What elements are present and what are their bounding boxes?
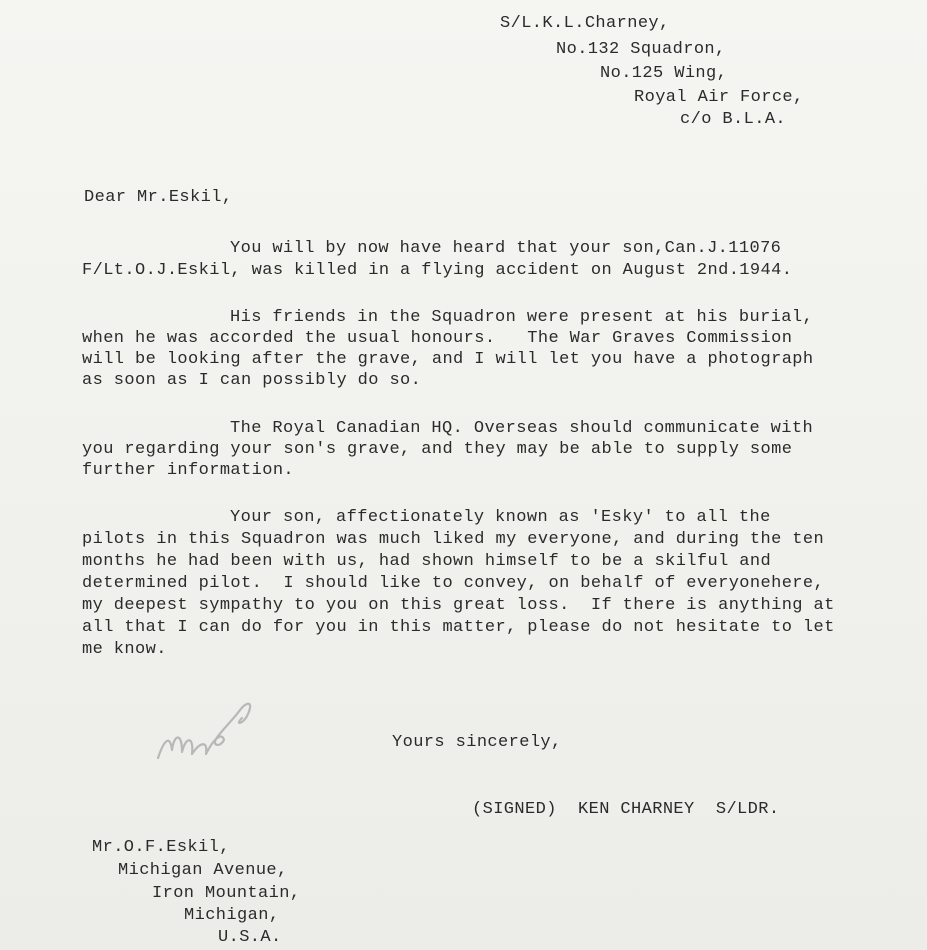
- recipient-address-line-3: Iron Mountain,: [152, 884, 301, 903]
- paragraph-4-line-1: Your son, affectionately known as 'Esky' to all the: [230, 508, 771, 527]
- sender-address-line-5: c/o B.L.A.: [680, 110, 787, 129]
- sender-address-line-3: No.125 Wing,: [600, 64, 728, 83]
- paragraph-3-line-3: further information.: [82, 461, 295, 480]
- paragraph-2-line-1: His friends in the Squadron were present at his burial,: [230, 308, 814, 327]
- sender-address-line-4: Royal Air Force,: [634, 88, 804, 107]
- sender-address-line-2: No.132 Squadron,: [556, 40, 726, 59]
- paragraph-4-line-2: pilots in this Squadron was much liked my everyone, and during the ten: [82, 530, 825, 549]
- recipient-address-line-2: Michigan Avenue,: [118, 861, 288, 880]
- paragraph-1-line-2: F/Lt.O.J.Eskil, was killed in a flying accident on August 2nd.1944.: [82, 261, 793, 280]
- handwritten-initials-icon: [150, 690, 260, 770]
- recipient-address-line-5: U.S.A.: [218, 928, 282, 947]
- salutation: Dear Mr.Eskil,: [84, 188, 233, 207]
- paragraph-2-line-3: will be looking after the grave, and I will let you have a photograph: [82, 350, 814, 369]
- paragraph-2-line-2: when he was accorded the usual honours. The War Graves Commission: [82, 329, 793, 348]
- paragraph-4-line-6: all that I can do for you in this matter, please do not hesitate to let: [82, 618, 835, 637]
- paragraph-3-line-2: you regarding your son's grave, and they may be able to supply some: [82, 440, 793, 459]
- recipient-address-line-4: Michigan,: [184, 906, 280, 925]
- paragraph-3-line-1: The Royal Canadian HQ. Overseas should communicate with: [230, 419, 814, 438]
- paragraph-4-line-4: determined pilot. I should like to convey, on behalf of everyonehere,: [82, 574, 825, 593]
- paragraph-4-line-3: months he had been with us, had shown himself to be a skilful and: [82, 552, 772, 571]
- paragraph-4-line-7: me know.: [82, 640, 167, 659]
- paragraph-2-line-4: as soon as I can possibly do so.: [82, 371, 422, 390]
- sender-address-line-1: S/L.K.L.Charney,: [500, 14, 670, 33]
- paragraph-1-line-1: You will by now have heard that your son,Can.J.11076: [230, 239, 782, 258]
- recipient-address-line-1: Mr.O.F.Eskil,: [92, 838, 230, 857]
- paragraph-4-line-5: my deepest sympathy to you on this great loss. If there is anything at: [82, 596, 835, 615]
- closing: Yours sincerely,: [392, 733, 562, 752]
- signature: (SIGNED) KEN CHARNEY S/LDR.: [472, 800, 780, 819]
